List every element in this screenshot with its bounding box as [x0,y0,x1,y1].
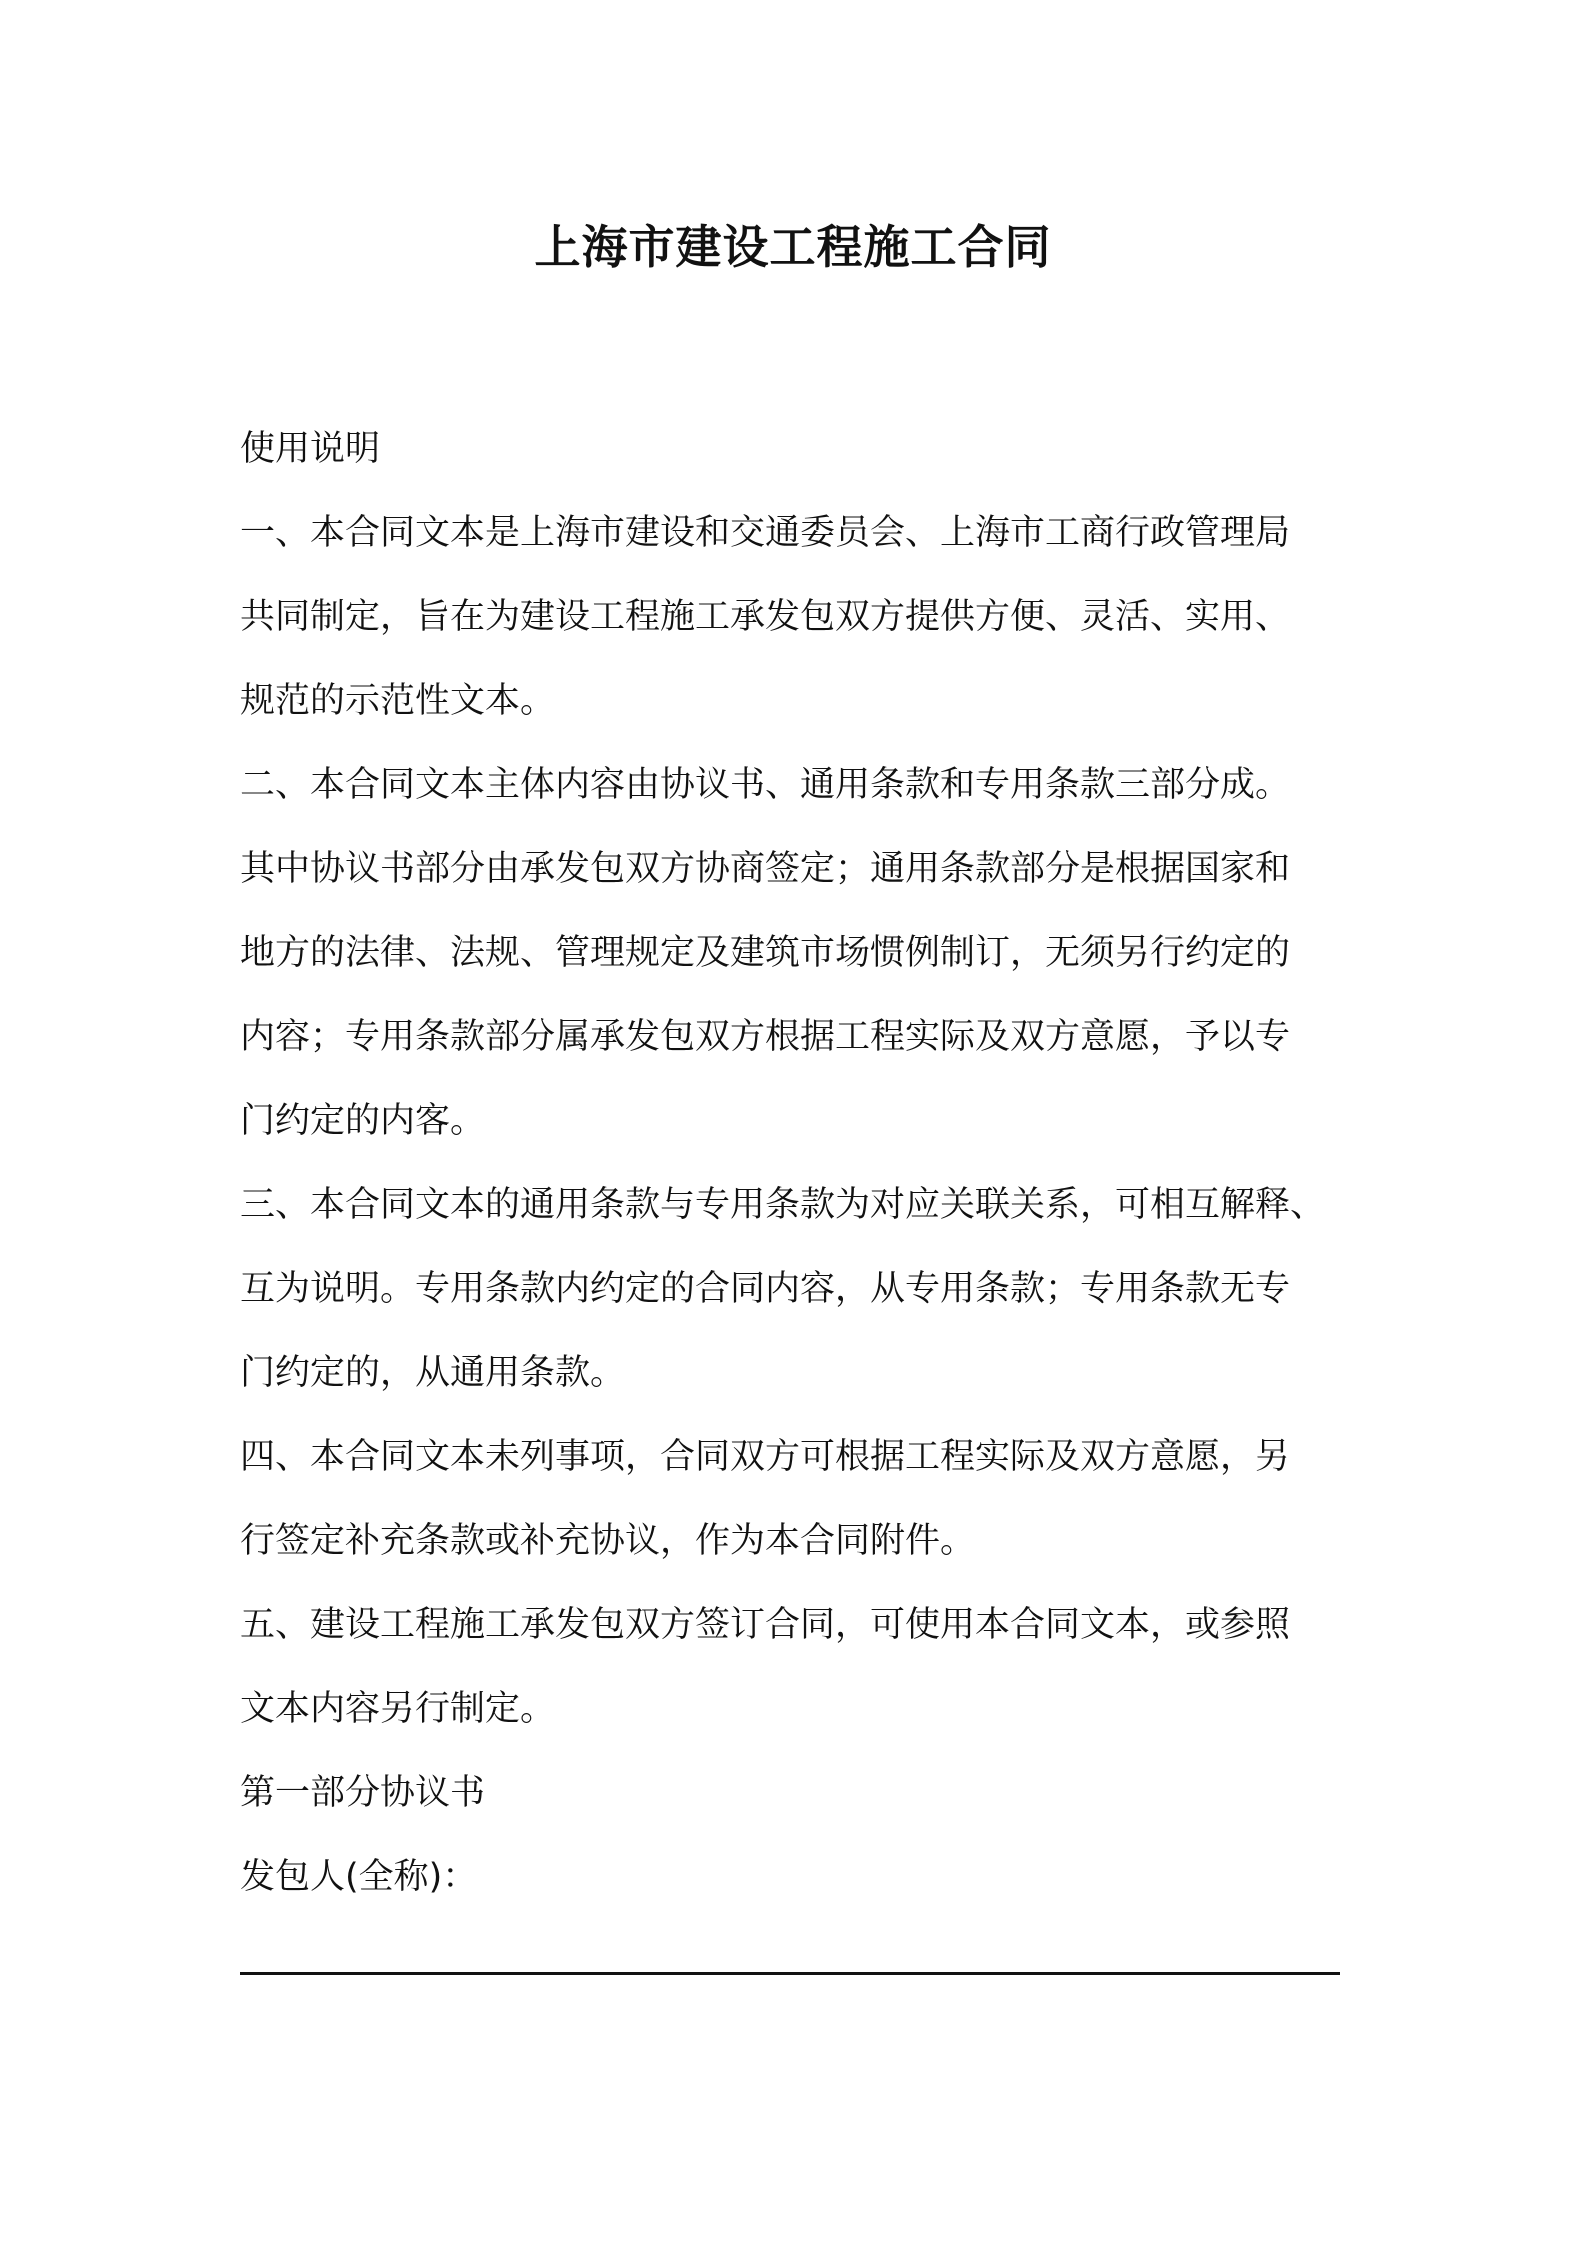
section-heading-usage-notes: 使用说明 [240,429,381,469]
paragraph-line: 四、本合同文本未列事项，合同双方可根据工程实际及双方意愿，另 [240,1437,1291,1477]
employer-name-blank-line [240,1972,1340,1975]
paragraph-line: 地方的法律、法规、管理规定及建筑市场惯例制订，无须另行约定的 [240,933,1291,973]
document-body [240,407,1365,1919]
section-heading-agreement: 第一部分协议书 [240,1773,486,1813]
employer-name-label: 发包人(全称)： [240,1857,478,1897]
paragraph-line: 规范的示范性文本。 [240,681,556,721]
paragraph-line: 行签定补充条款或补充协议，作为本合同附件。 [240,1521,976,1561]
paragraph-line: 一、本合同文本是上海市建设和交通委员会、上海市工商行政管理局 [240,513,1291,553]
paragraph-line: 内容；专用条款部分属承发包双方根据工程实际及双方意愿，予以专 [240,1017,1291,1057]
paragraph-line: 其中协议书部分由承发包双方协商签定；通用条款部分是根据国家和 [240,849,1291,889]
document-title: 上海市建设工程施工合同 [534,220,1052,274]
paragraph-line: 门约定的内客。 [240,1101,486,1141]
paragraph-line: 二、本合同文本主体内容由协议书、通用条款和专用条款三部分成。 [240,765,1291,805]
paragraph-line: 共同制定，旨在为建设工程施工承发包双方提供方便、灵活、实用、 [240,597,1291,637]
paragraph-line: 门约定的，从通用条款。 [240,1353,626,1393]
paragraph-line: 五、建设工程施工承发包双方签订合同，可使用本合同文本，或参照 [240,1605,1291,1645]
paragraph-line: 三、本合同文本的通用条款与专用条款为对应关联关系，可相互解释、 [240,1185,1326,1225]
paragraph-line: 互为说明。专用条款内约定的合同内容，从专用条款；专用条款无专 [240,1269,1291,1309]
paragraph-line: 文本内容另行制定。 [240,1689,556,1729]
